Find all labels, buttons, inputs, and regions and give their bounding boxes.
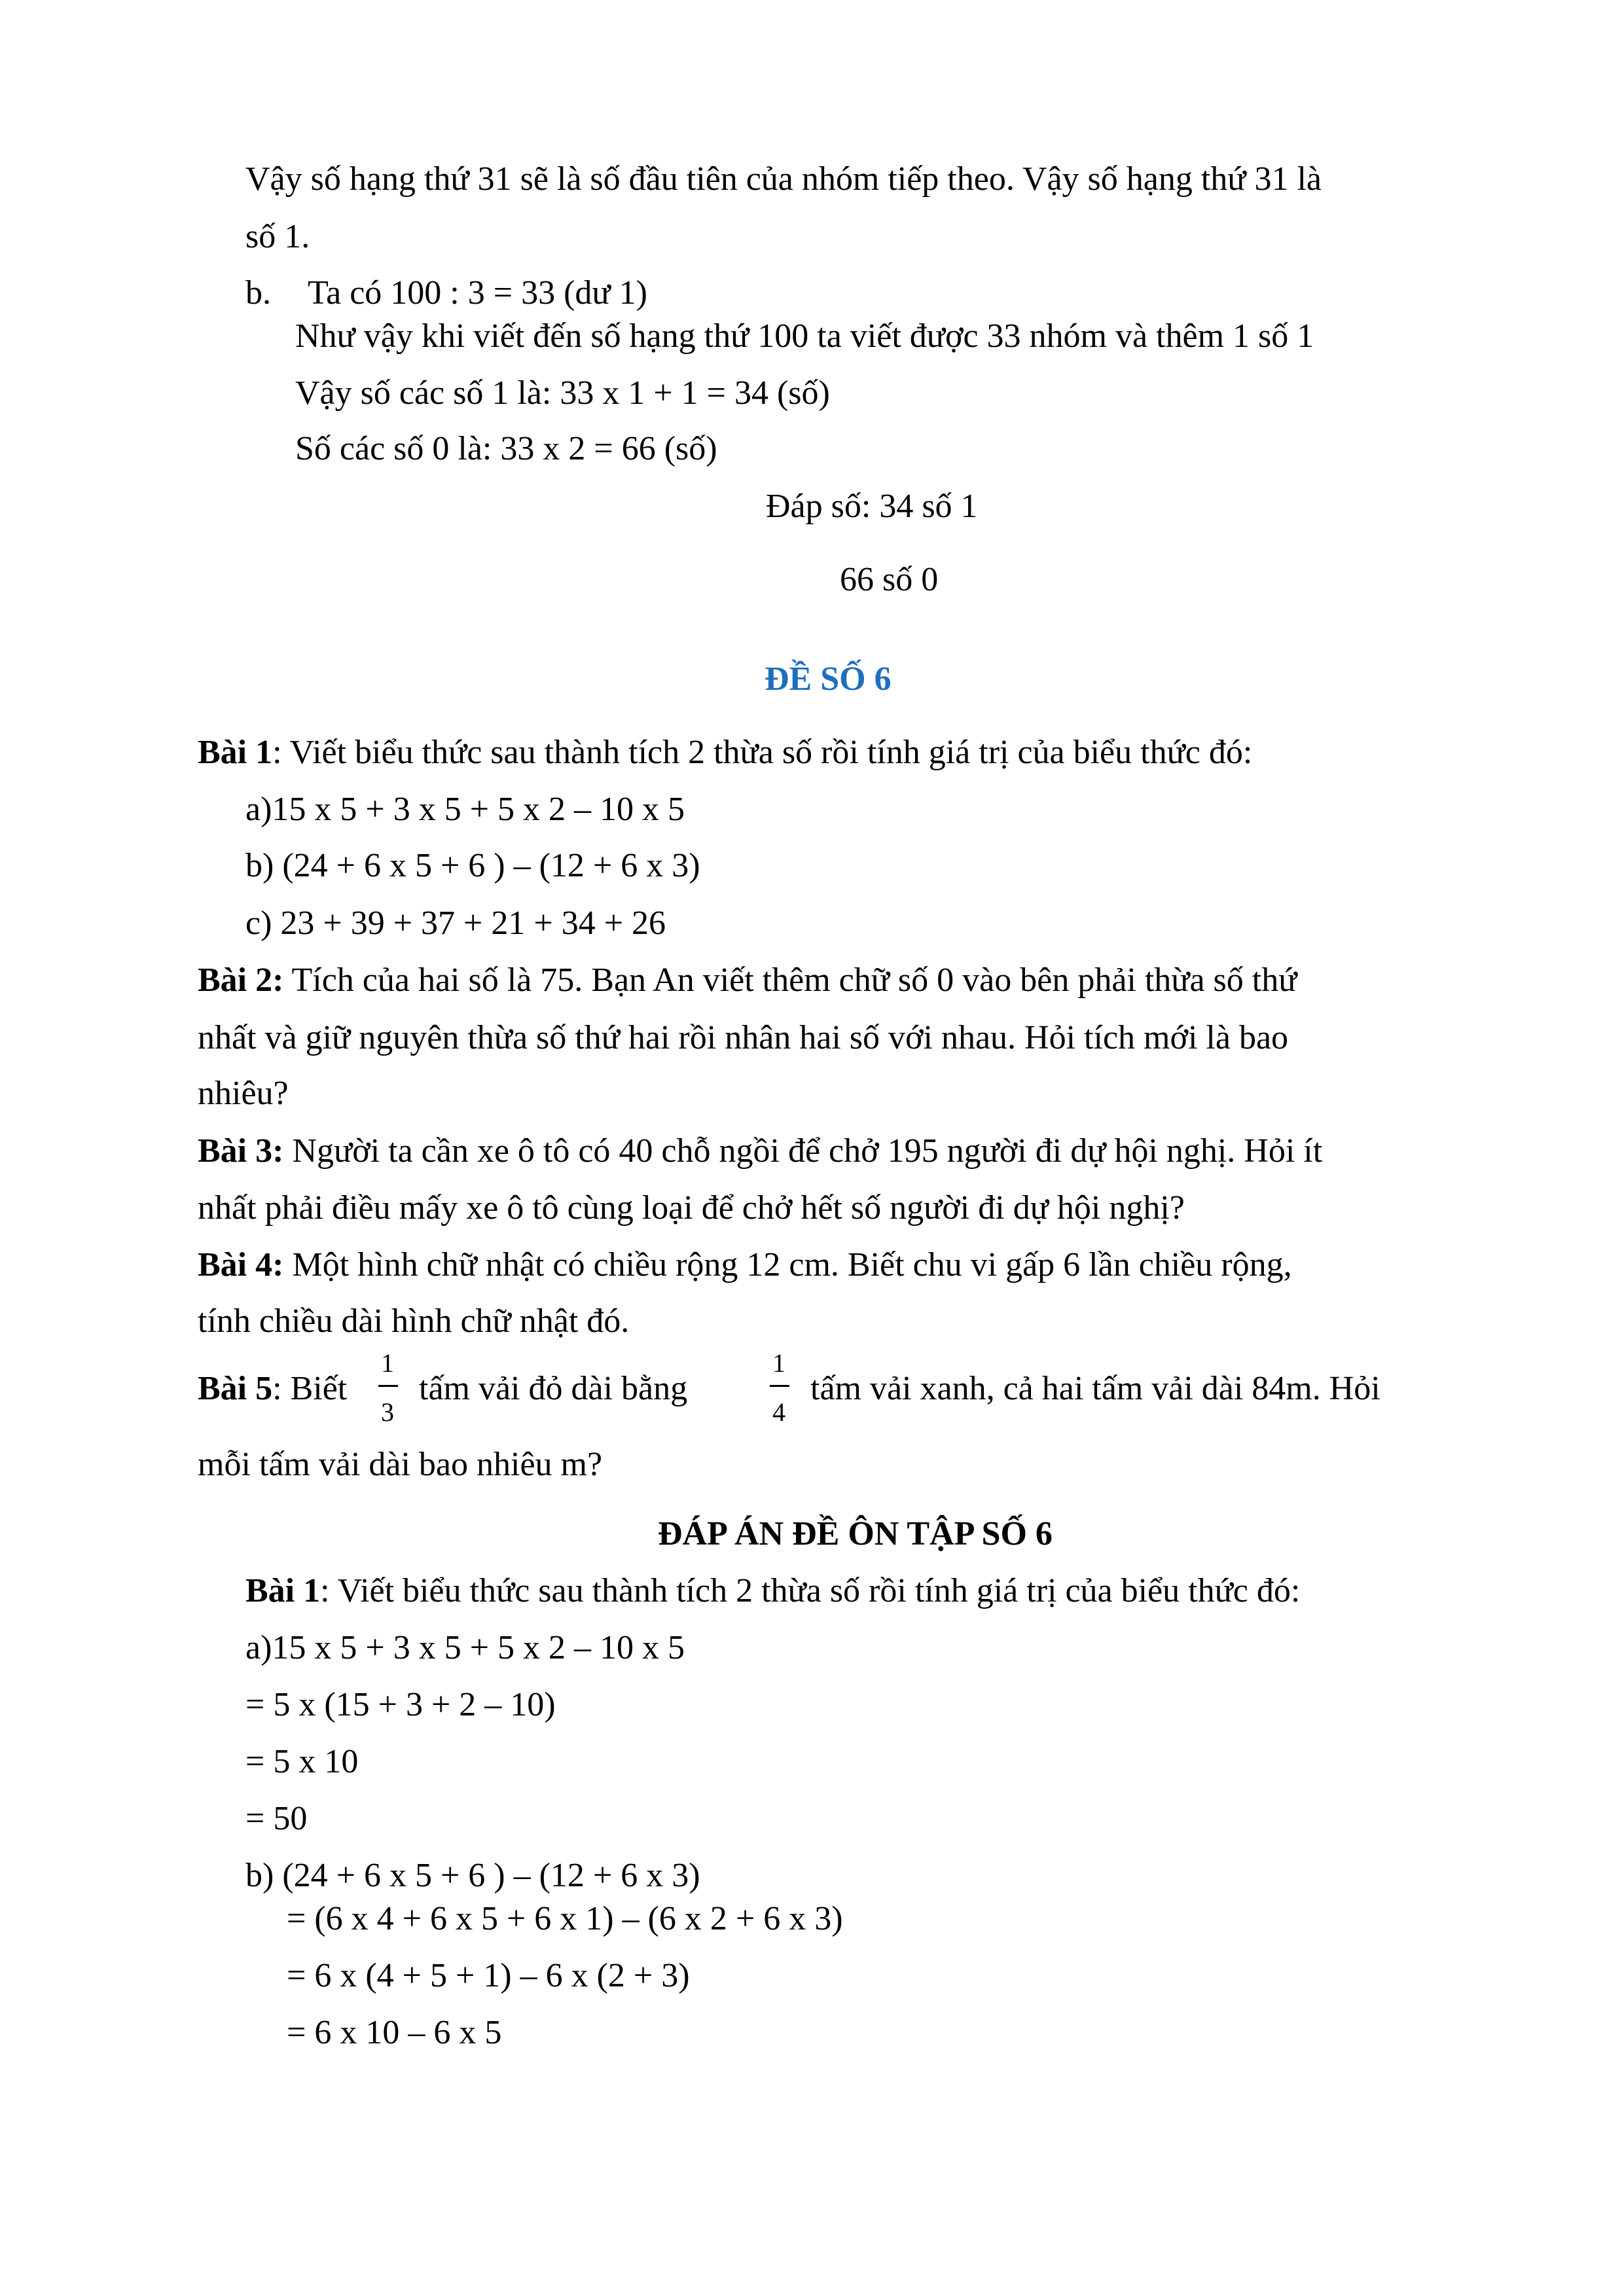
text-line: a)15 x 5 + 3 x 5 + 5 x 2 – 10 x 5	[245, 1629, 685, 1666]
text-line: Vậy số các số 1 là: 33 x 1 + 1 = 34 (số)	[295, 374, 830, 412]
exercise-label: Bài 3:	[198, 1132, 284, 1170]
exercise-4	[198, 1248, 1292, 1282]
answer-line: Đáp số: 34 số 1	[766, 488, 978, 525]
exercise-label: Bài 1	[245, 1572, 321, 1609]
text-line: b) (24 + 6 x 5 + 6 ) – (12 + 6 x 3)	[245, 1857, 700, 1894]
exercise-1	[198, 736, 1252, 770]
answer-section-title: ĐÁP ÁN ĐỀ ÔN TẬP SỐ 6	[658, 1515, 1053, 1552]
exercise-label: Bài 2:	[198, 961, 284, 999]
exercise-label: Bài 5	[198, 1370, 273, 1407]
text-line: nhất và giữ nguyên thừa số thứ hai rồi nhân hai số với nhau. Hỏi tích mới là bao	[198, 1019, 1289, 1056]
section-title: ĐỀ SỐ 6	[765, 660, 892, 698]
answer-exercise-1	[245, 1574, 1300, 1608]
text-line: tính chiều dài hình chữ nhật đó.	[198, 1302, 630, 1340]
exercise-label: Bài 1	[198, 734, 273, 771]
text-line: Như vậy khi viết đến số hạng thứ 100 ta viết được 33 nhóm và thêm 1 số 1	[295, 317, 1314, 355]
text-line: Vậy số hạng thứ 31 sẽ là số đầu tiên của nhóm tiếp theo. Vậy số hạng thứ 31 là	[245, 160, 1322, 198]
text-line: a)15 x 5 + 3 x 5 + 5 x 2 – 10 x 5	[245, 791, 685, 828]
fraction-numerator: 1	[772, 1348, 785, 1378]
text-line: = 6 x 10 – 6 x 5	[287, 2014, 502, 2051]
exercise-text: tấm vải xanh, cả hai tấm vải dài 84m. Hỏi	[810, 1370, 1380, 1407]
fraction-numerator: 1	[381, 1348, 394, 1378]
exercise-2	[198, 963, 1297, 997]
exercise-text: tấm vải đỏ dài bằng	[419, 1370, 688, 1407]
text-line: c) 23 + 39 + 37 + 21 + 34 + 26	[245, 905, 666, 942]
exercise-3	[198, 1134, 1322, 1168]
answer-line: 66 số 0	[840, 561, 939, 598]
exercise-5	[198, 1372, 347, 1406]
text-line: mỗi tấm vải dài bao nhiêu m?	[198, 1446, 603, 1483]
text-line: = 50	[245, 1800, 308, 1837]
text-line: nhiêu?	[198, 1075, 289, 1112]
text-line: Ta có 100 : 3 = 33 (dư 1)	[308, 274, 647, 312]
exercise-text: Tích của hai số là 75. Bạn An viết thêm chữ số 0 vào bên phải thừa số thứ	[283, 961, 1297, 999]
text-line: nhất phải điều mấy xe ô tô cùng loại để chở hết số người đi dự hội nghị?	[198, 1189, 1185, 1227]
exercise-text: Người ta cần xe ô tô có 40 chỗ ngồi để chở 195 người đi dự hội nghị. Hỏi ít	[283, 1132, 1323, 1170]
text-line: = 6 x (4 + 5 + 1) – 6 x (2 + 3)	[287, 1957, 690, 1994]
exercise-text: : Biết	[272, 1370, 348, 1407]
exercise-text: Một hình chữ nhật có chiều rộng 12 cm. Biết chu vi gấp 6 lần chiều rộng,	[283, 1246, 1292, 1283]
fraction-bar	[770, 1385, 789, 1387]
text-line: = (6 x 4 + 6 x 5 + 6 x 1) – (6 x 2 + 6 x 3)	[287, 1900, 843, 1937]
list-marker: b.	[245, 274, 271, 312]
exercise-text: : Viết biểu thức sau thành tích 2 thừa số rồi tính giá trị của biểu thức đó:	[320, 1572, 1301, 1609]
text-line: số 1.	[245, 218, 310, 255]
fraction-denominator: 4	[772, 1397, 785, 1427]
exercise-label: Bài 4:	[198, 1246, 284, 1283]
fraction-denominator: 3	[381, 1397, 394, 1427]
text-line: = 5 x 10	[245, 1743, 359, 1780]
text-line: = 5 x (15 + 3 + 2 – 10)	[245, 1686, 556, 1723]
text-line: Số các số 0 là: 33 x 2 = 66 (số)	[295, 430, 717, 467]
text-line: b) (24 + 6 x 5 + 6 ) – (12 + 6 x 3)	[245, 847, 700, 884]
exercise-text: : Viết biểu thức sau thành tích 2 thừa số rồi tính giá trị của biểu thức đó:	[272, 734, 1253, 771]
fraction-bar	[378, 1385, 398, 1387]
